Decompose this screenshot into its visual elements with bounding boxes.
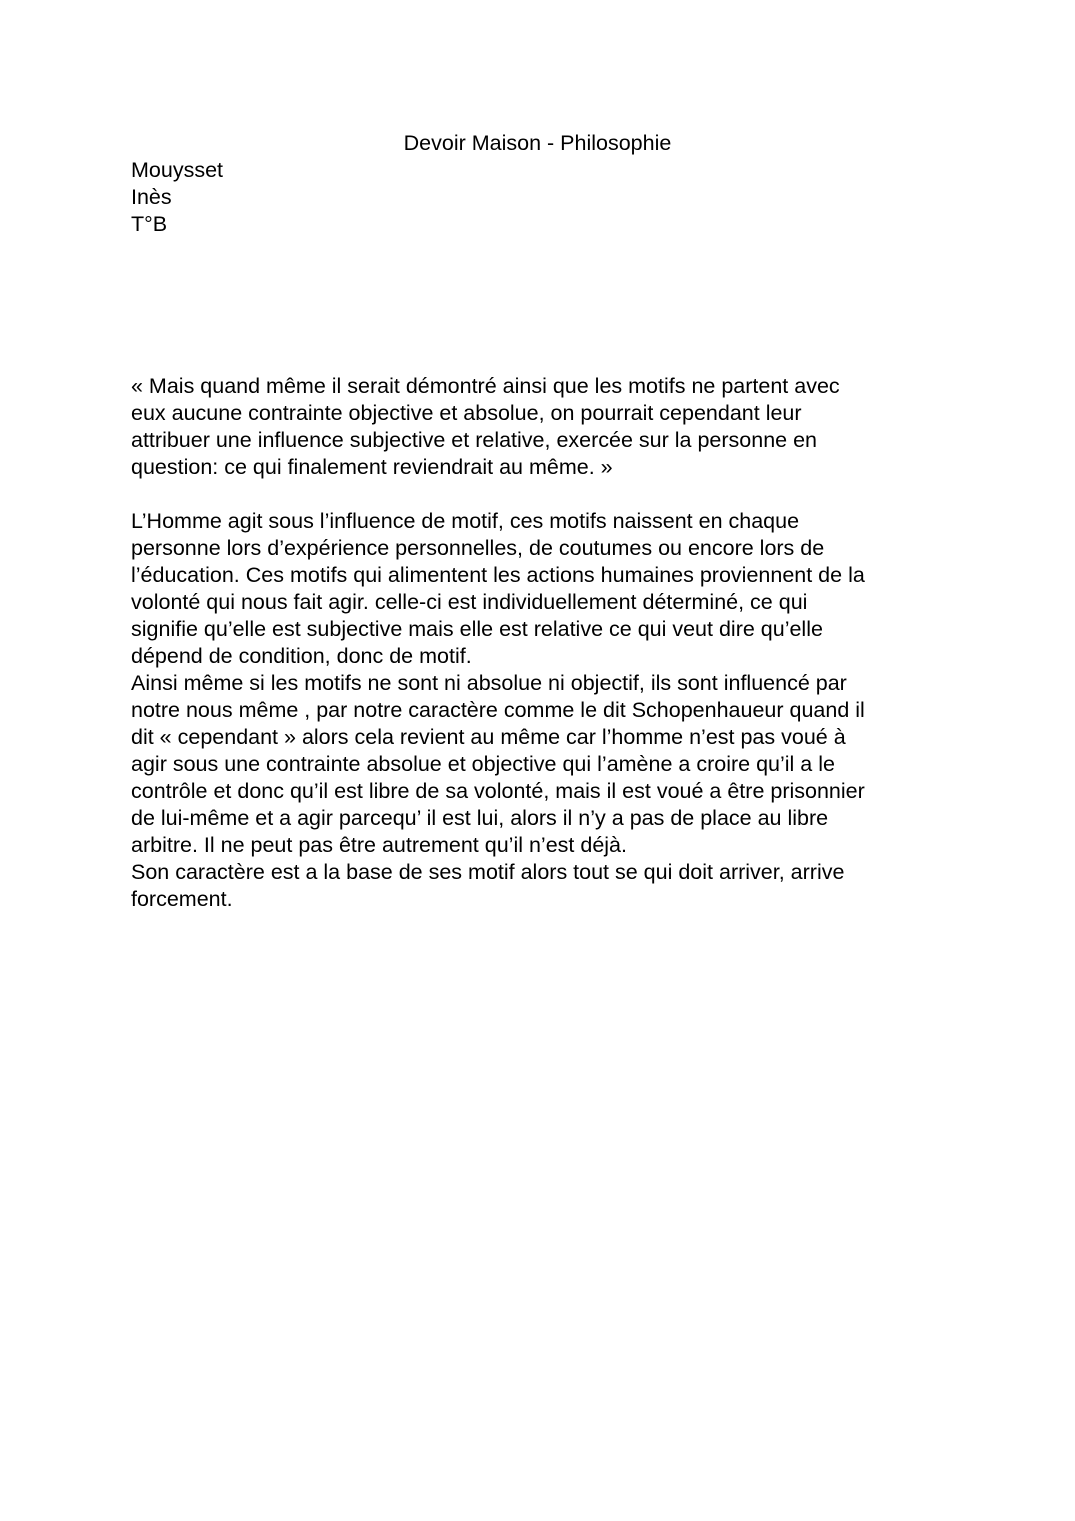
document-title: Devoir Maison - Philosophie: [403, 131, 672, 155]
text-line: personne lors d’expérience personnelles, de coutumes ou encore lors de: [131, 536, 825, 560]
text-line: agir sous une contrainte absolue et objective qui l’amène a croire qu’il a le: [131, 752, 835, 776]
text-line: de lui-même et a agir parcequ’ il est lui, alors il n’y a pas de place au libre: [131, 806, 829, 830]
text-line: Son caractère est a la base de ses motif alors tout se qui doit arriver, arrive: [131, 860, 845, 884]
text-line: arbitre. Il ne peut pas être autrement qu’il n’est déjà.: [131, 833, 627, 857]
text-line: notre nous même , par notre caractère comme le dit Schopenhaueur quand il: [131, 698, 865, 722]
text-line: contrôle et donc qu’il est libre de sa volonté, mais il est voué a être prisonnier: [131, 779, 865, 803]
text-line: volonté qui nous fait agir. celle-ci est individuellement déterminé, ce qui: [131, 590, 808, 614]
text-line: « Mais quand même il serait démontré ainsi que les motifs ne partent avec: [131, 374, 840, 398]
student-surname: Mouysset: [131, 158, 224, 182]
text-line: L’Homme agit sous l’influence de motif, ces motifs naissent en chaque: [131, 509, 800, 533]
body-paragraph-2: [131, 670, 961, 859]
text-line: l’éducation. Ces motifs qui alimentent les actions humaines proviennent de la: [131, 563, 865, 587]
student-info: [131, 157, 223, 238]
student-class: T°B: [131, 212, 168, 236]
body-paragraph-1: [131, 508, 961, 670]
quote-paragraph: [131, 373, 961, 481]
text-line: eux aucune contrainte objective et absolue, on pourrait cependant leur: [131, 401, 802, 425]
text-line: forcement.: [131, 887, 233, 911]
text-line: signifie qu’elle est subjective mais elle est relative ce qui veut dire qu’elle: [131, 617, 823, 641]
text-line: attribuer une influence subjective et relative, exercée sur la personne en: [131, 428, 818, 452]
text-line: question: ce qui finalement reviendrait au même. »: [131, 455, 613, 479]
text-line: dépend de condition, donc de motif.: [131, 644, 472, 668]
text-line: dit « cependant » alors cela revient au même car l’homme n’est pas voué à: [131, 725, 846, 749]
body-paragraph-3: [131, 859, 961, 913]
text-line: Ainsi même si les motifs ne sont ni absolue ni objectif, ils sont influencé par: [131, 671, 847, 695]
student-first-name: Inès: [131, 185, 172, 209]
